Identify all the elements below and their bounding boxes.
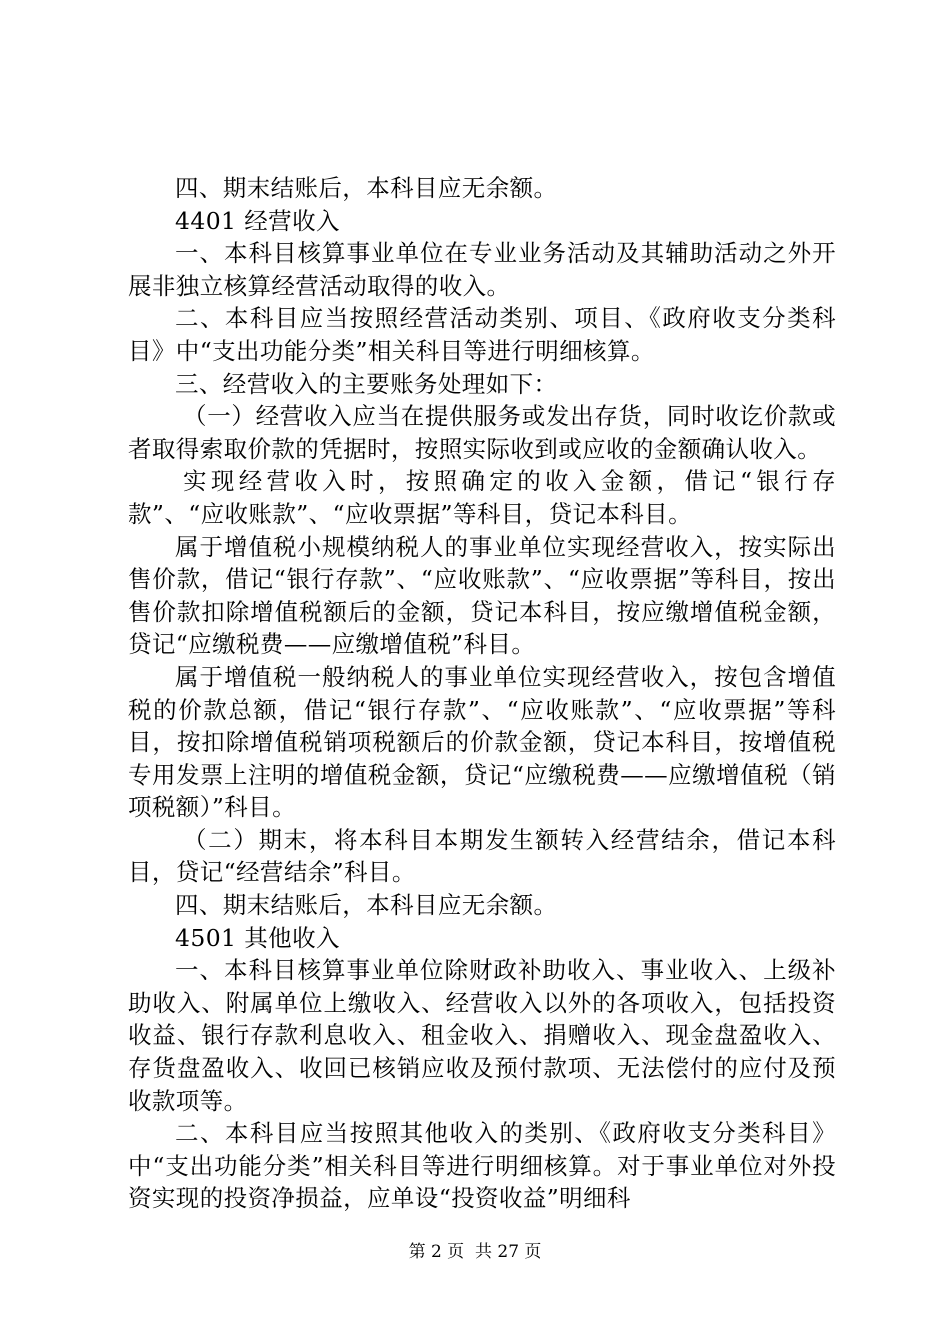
- document-body: [128, 172, 836, 1215]
- section-heading: 4401 经营收入: [175, 206, 340, 235]
- paragraph: 一、本科目核算事业单位在专业业务活动及其辅助活动之外开展非独立核算经营活动取得的收入。: [128, 239, 836, 300]
- paragraph: 属于增值税一般纳税人的事业单位实现经营收入，按包含增值税的价款总额，借记“银行存款”、“应收账款”、“应收票据”等科目，按扣除增值税销项税额后的价款金额，贷记本科目，按增值税专用发票上注明的增值税金额，贷记“应缴税费——应缴增值税（销项税额）”科目。: [128, 662, 836, 822]
- paragraph: 属于增值税小规模纳税人的事业单位实现经营收入，按实际出售价款，借记“银行存款”、“应收账款”、“应收票据”等科目，按出售价款扣除增值税额后的金额，贷记本科目，按应缴增值税金额，贷记“应缴税费——应缴增值税”科目。: [128, 532, 836, 659]
- paragraph: 四、期末结账后，本科目应无余额。: [175, 174, 558, 202]
- page-footer: [0, 1241, 950, 1263]
- paragraph: 实现经营收入时，按照确定的收入金额，借记“银行存款”、“应收账款”、“应收票据”等科目，贷记本科目。: [128, 467, 836, 528]
- page-number: 第 2 页 共 27 页: [408, 1242, 542, 1262]
- paragraph: （二）期末，将本科目本期发生额转入经营结余，借记本科目，贷记“经营结余”科目。: [128, 825, 836, 887]
- paragraph: 一、本科目核算事业单位除财政补助收入、事业收入、上级补助收入、附属单位上缴收入、经营收入以外的各项收入，包括投资收益、银行存款利息收入、租金收入、捐赠收入、现金盘盈收入、存货盘盈收入、收回已核销应收及预付款项、无法偿付的应付及预收款项等。: [128, 956, 836, 1115]
- paragraph: 二、本科目应当按照其他收入的类别、《政府收支分类科目》中“支出功能分类”相关科目等进行明细核算。对于事业单位对外投资实现的投资净损益，应单设“投资收益”明细科: [128, 1119, 836, 1213]
- paragraph: 二、本科目应当按照经营活动类别、项目、《政府收支分类科目》中“支出功能分类”相关科目等进行明细核算。: [128, 304, 836, 365]
- paragraph: （一）经营收入应当在提供服务或发出存货，同时收讫价款或者取得索取价款的凭据时，按照实际收到或应收的金额确认收入。: [128, 402, 836, 463]
- paragraph: 三、经营收入的主要账务处理如下：: [175, 369, 558, 398]
- section-heading: 4501 其他收入: [175, 923, 340, 952]
- paragraph: 四、期末结账后，本科目应无余额。: [175, 891, 558, 920]
